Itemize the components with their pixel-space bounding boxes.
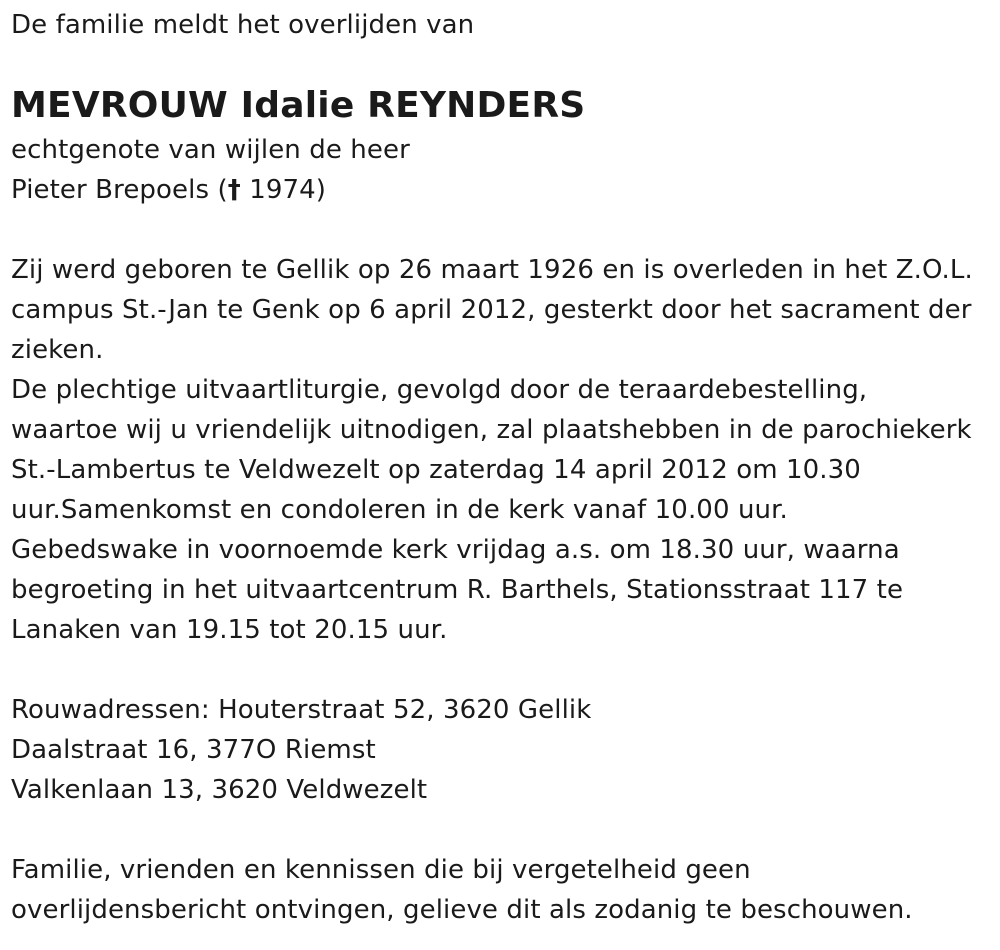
spouse-text: echtgenote van wijlen de heer (11, 135, 410, 165)
details-paragraph (11, 250, 991, 650)
closing-line: overlijdensbericht ontvingen, gelieve dit als zodanig te beschouwen. (11, 895, 913, 925)
details-line: St.-Lambertus te Veldwezelt op zaterdag 14 april 2012 om 10.30 (11, 455, 861, 485)
details-line: waartoe wij u vriendelijk uitnodigen, zal plaatshebben in de parochiekerk (11, 415, 972, 445)
address-line: Daalstraat 16, 377O Riemst (11, 735, 376, 765)
details-line: Zij werd geboren te Gellik op 26 maart 1926 en is overleden in het Z.O.L. (11, 255, 973, 285)
details-line: campus St.-Jan te Genk op 6 april 2012, gesterkt door het sacrament der (11, 295, 972, 325)
spouse-name: Pieter Brepoels ( (11, 175, 228, 205)
mourning-addresses (11, 690, 991, 810)
details-line: Lanaken van 19.15 tot 20.15 uur. (11, 615, 448, 645)
spouse-death-year: 1974) (240, 175, 327, 205)
details-line: Gebedswake in voornoemde kerk vrijdag a.s. om 18.30 uur, waarna (11, 535, 900, 565)
closing-paragraph (11, 850, 991, 930)
details-line: zieken. (11, 335, 104, 365)
closing-line: Familie, vrienden en kennissen die bij vergetelheid geen (11, 855, 751, 885)
address-line: Valkenlaan 13, 3620 Veldwezelt (11, 775, 428, 805)
spacer (11, 650, 991, 690)
details-line: uur.Samenkomst en condoleren in de kerk vanaf 10.00 uur. (11, 495, 788, 525)
deceased-name: MEVROUW Idalie REYNDERS (11, 85, 586, 126)
details-line: begroeting in het uitvaartcentrum R. Barthels, Stationsstraat 117 te (11, 575, 904, 605)
address-line: Rouwadressen: Houterstraat 52, 3620 Gellik (11, 695, 592, 725)
cross-icon: † (227, 175, 241, 205)
obituary-notice (11, 0, 991, 930)
intro-text: De familie meldt het overlijden van (11, 10, 475, 40)
details-line: De plechtige uitvaartliturgie, gevolgd door de teraardebestelling, (11, 375, 868, 405)
spouse-name-line (11, 170, 991, 210)
spacer (11, 210, 991, 250)
spacer (11, 810, 991, 850)
